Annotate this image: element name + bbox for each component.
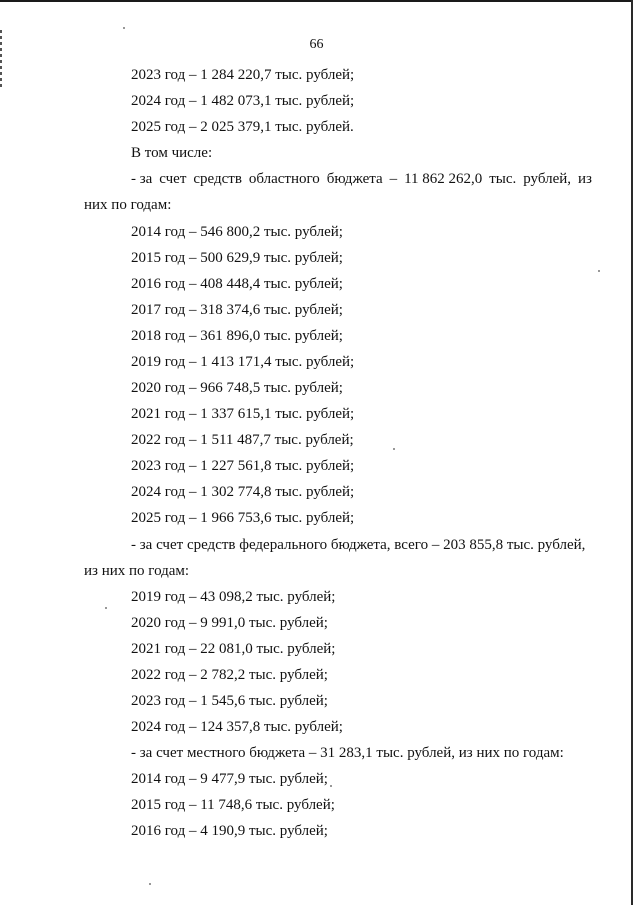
scan-speck — [330, 785, 332, 787]
local-year-line: 2016 год – 4 190,9 тыс. рублей; — [131, 823, 328, 839]
word: – — [389, 171, 398, 187]
page-number: 66 — [309, 37, 324, 52]
word: счет — [159, 171, 187, 187]
federal-year-line: 2019 год – 43 098,2 тыс. рублей; — [131, 589, 336, 605]
regional-year-line: 2019 год – 1 413 171,4 тыс. рублей; — [131, 354, 355, 370]
regional-year-line: 2020 год – 966 748,5 тыс. рублей; — [131, 380, 343, 396]
regional-year-line: 2022 год – 1 511 487,7 тыс. рублей; — [131, 432, 354, 448]
federal-year-line: 2024 год – 124 357,8 тыс. рублей; — [131, 719, 343, 735]
text-line: В том числе: — [131, 145, 213, 161]
regional-year-line: 2015 год – 500 629,9 тыс. рублей; — [131, 250, 343, 266]
local-year-line: 2014 год – 9 477,9 тыс. рублей; — [131, 771, 328, 787]
federal-year-line: 2020 год – 9 991,0 тыс. рублей; — [131, 615, 328, 631]
scan-speck — [393, 448, 395, 450]
word: 11 862 262,0 — [404, 171, 483, 187]
federal-year-line: 2023 год – 1 545,6 тыс. рублей; — [131, 693, 328, 709]
regional-year-line: 2016 год – 408 448,4 тыс. рублей; — [131, 276, 343, 292]
local-year-line: 2015 год – 11 748,6 тыс. рублей; — [131, 797, 335, 813]
regional-year-line: 2017 год – 318 374,6 тыс. рублей; — [131, 302, 343, 318]
regional-year-line: 2014 год – 546 800,2 тыс. рублей; — [131, 224, 343, 240]
federal-year-line: 2021 год – 22 081,0 тыс. рублей; — [131, 641, 336, 657]
federal-budget-line: - за счет средств федерального бюджета, всего – 203 855,8 тыс. рублей, — [131, 537, 586, 553]
word: средств — [193, 171, 242, 187]
scan-speck — [123, 27, 125, 29]
text-line: из них по годам: — [84, 563, 190, 579]
regional-year-line: 2021 год – 1 337 615,1 тыс. рублей; — [131, 406, 355, 422]
regional-budget-line — [131, 170, 592, 188]
word: - за — [131, 171, 153, 187]
federal-year-line: 2022 год – 2 782,2 тыс. рублей; — [131, 667, 328, 683]
scan-speck — [598, 270, 600, 272]
regional-year-line: 2023 год – 1 227 561,8 тыс. рублей; — [131, 458, 355, 474]
scan-speck — [105, 607, 107, 609]
regional-year-line: 2025 год – 1 966 753,6 тыс. рублей; — [131, 510, 355, 526]
text-line: 2025 год – 2 025 379,1 тыс. рублей. — [131, 119, 354, 135]
scan-speck — [149, 883, 151, 885]
regional-year-line: 2018 год – 361 896,0 тыс. рублей; — [131, 328, 343, 344]
word: бюджета — [326, 171, 383, 187]
word: областного — [248, 171, 320, 187]
word: тыс. — [489, 171, 517, 187]
text-line: 2023 год – 1 284 220,7 тыс. рублей; — [131, 67, 355, 83]
word: из — [577, 171, 592, 187]
word: рублей, — [523, 171, 572, 187]
text-line: них по годам: — [84, 197, 172, 213]
regional-year-line: 2024 год – 1 302 774,8 тыс. рублей; — [131, 484, 355, 500]
text-line: 2024 год – 1 482 073,1 тыс. рублей; — [131, 93, 355, 109]
scan-edge-top — [0, 0, 633, 2]
local-budget-line: - за счет местного бюджета – 31 283,1 тыс. рублей, из них по годам: — [131, 745, 564, 761]
